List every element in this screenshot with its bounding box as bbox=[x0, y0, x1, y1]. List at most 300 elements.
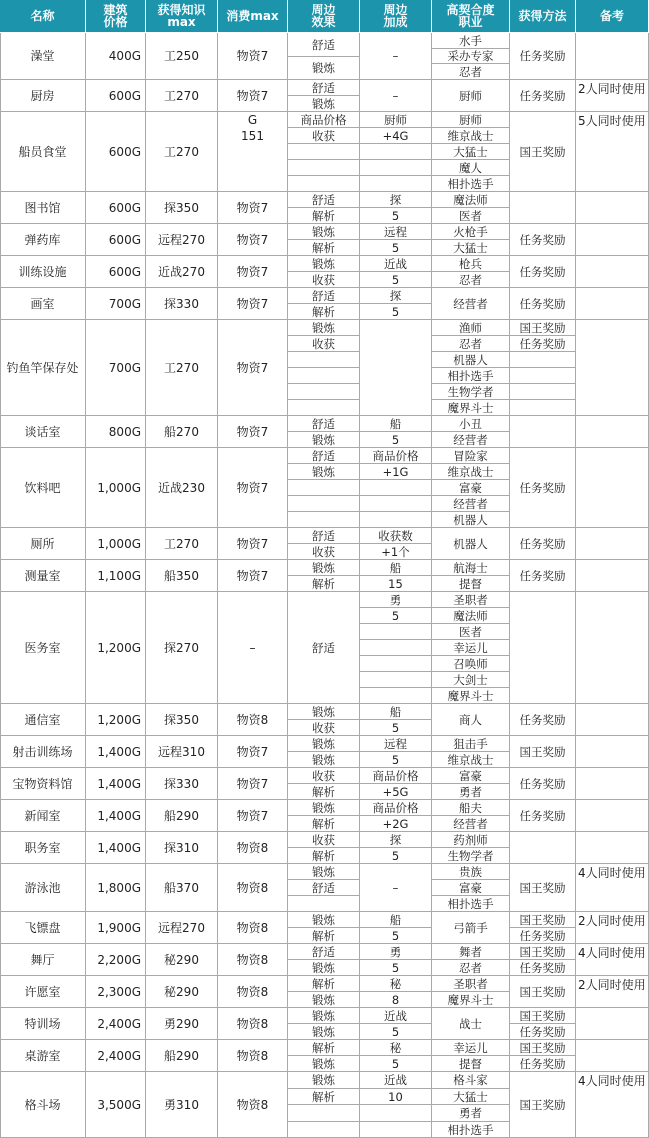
row-note bbox=[576, 560, 649, 592]
row-consume: G 151 bbox=[218, 112, 288, 192]
row-bonus: 近战 bbox=[360, 1072, 432, 1089]
row-job: 渔师 bbox=[432, 320, 510, 336]
row-effect: 解析 bbox=[288, 976, 360, 992]
row-obtain-method: 任务奖励 bbox=[510, 224, 576, 256]
row-job: 圣职者 bbox=[432, 592, 510, 608]
row-job: 狙击手 bbox=[432, 736, 510, 752]
row-bonus: 5 bbox=[360, 848, 432, 864]
row-job: 相扑选手 bbox=[432, 896, 510, 912]
row-job: 魔界斗士 bbox=[432, 992, 510, 1008]
row-effect bbox=[288, 176, 360, 192]
row-bonus: 船 bbox=[360, 912, 432, 928]
row-name: 通信室 bbox=[0, 704, 86, 736]
row-knowledge: 工250 bbox=[146, 33, 218, 80]
row-effect: 收获 bbox=[288, 336, 360, 352]
row-name: 特训场 bbox=[0, 1008, 86, 1040]
row-bonus: 5 bbox=[360, 1024, 432, 1040]
row-bonus: 收获数 bbox=[360, 528, 432, 544]
row-obtain-method bbox=[510, 592, 576, 704]
row-note: 2人同时使用 bbox=[576, 976, 649, 1008]
row-name: 桌游室 bbox=[0, 1040, 86, 1072]
row-job: 生物学者 bbox=[432, 384, 510, 400]
row-obtain-method bbox=[510, 352, 576, 368]
row-obtain-method: 国王奖励 bbox=[510, 944, 576, 960]
row-consume: 物资7 bbox=[218, 736, 288, 768]
row-bonus: – bbox=[360, 80, 432, 112]
row-effect: 解析 bbox=[288, 304, 360, 320]
row-note: 2人同时使用 bbox=[576, 912, 649, 944]
row-obtain-method: 任务奖励 bbox=[510, 960, 576, 976]
row-cost: 600G bbox=[86, 192, 146, 224]
row-knowledge: 远程270 bbox=[146, 912, 218, 944]
row-bonus bbox=[360, 656, 432, 672]
row-bonus: 5 bbox=[360, 240, 432, 256]
row-obtain-method: 任务奖励 bbox=[510, 288, 576, 320]
row-job: 勇者 bbox=[432, 1105, 510, 1122]
row-effect: 锻炼 bbox=[288, 320, 360, 336]
row-name: 谈话室 bbox=[0, 416, 86, 448]
row-job: 航海士 bbox=[432, 560, 510, 576]
row-name: 澡堂 bbox=[0, 33, 86, 80]
row-effect: 锻炼 bbox=[288, 752, 360, 768]
row-effect: 锻炼 bbox=[288, 96, 360, 112]
row-bonus: – bbox=[360, 33, 432, 80]
row-cost: 1,200G bbox=[86, 592, 146, 704]
row-effect: 锻炼 bbox=[288, 256, 360, 272]
row-bonus: 商品价格 bbox=[360, 800, 432, 816]
row-job: 忍者 bbox=[432, 64, 510, 80]
row-effect: 锻炼 bbox=[288, 704, 360, 720]
row-cost: 1,200G bbox=[86, 704, 146, 736]
row-bonus: 厨师 bbox=[360, 112, 432, 128]
row-effect bbox=[288, 160, 360, 176]
table-left-border bbox=[0, 33, 1, 1138]
row-cost: 400G bbox=[86, 33, 146, 80]
row-effect: 锻炼 bbox=[288, 1008, 360, 1024]
row-effect: 锻炼 bbox=[288, 464, 360, 480]
row-job: 维京战士 bbox=[432, 752, 510, 768]
row-effect: 解析 bbox=[288, 784, 360, 800]
row-knowledge: 勇310 bbox=[146, 1072, 218, 1138]
row-consume: 物资8 bbox=[218, 1008, 288, 1040]
header-note: 备考 bbox=[576, 0, 649, 33]
row-cost: 700G bbox=[86, 288, 146, 320]
row-bonus: 探 bbox=[360, 288, 432, 304]
row-job: 格斗家 bbox=[432, 1072, 510, 1089]
row-bonus: 远程 bbox=[360, 224, 432, 240]
row-cost: 1,400G bbox=[86, 736, 146, 768]
row-effect: 锻炼 bbox=[288, 992, 360, 1008]
row-knowledge: 近战270 bbox=[146, 256, 218, 288]
row-note bbox=[576, 192, 649, 224]
row-consume: 物资7 bbox=[218, 528, 288, 560]
row-obtain-method bbox=[510, 192, 576, 224]
row-effect bbox=[288, 512, 360, 528]
row-cost: 1,800G bbox=[86, 864, 146, 912]
row-job: 魔人 bbox=[432, 160, 510, 176]
row-bonus bbox=[360, 176, 432, 192]
row-effect: 锻炼 bbox=[288, 736, 360, 752]
row-note bbox=[576, 33, 649, 80]
row-bonus bbox=[360, 1105, 432, 1122]
row-name: 格斗场 bbox=[0, 1072, 86, 1138]
row-name: 职务室 bbox=[0, 832, 86, 864]
row-obtain-method: 国王奖励 bbox=[510, 112, 576, 192]
row-name: 游泳池 bbox=[0, 864, 86, 912]
row-bonus bbox=[360, 512, 432, 528]
row-consume: 物资7 bbox=[218, 80, 288, 112]
row-bonus: 5 bbox=[360, 752, 432, 768]
row-note bbox=[576, 224, 649, 256]
row-effect: 舒适 bbox=[288, 416, 360, 432]
row-job: 相扑选手 bbox=[432, 368, 510, 384]
row-bonus: 商品价格 bbox=[360, 768, 432, 784]
row-bonus bbox=[360, 688, 432, 704]
header-know: 获得知识 max bbox=[146, 0, 218, 33]
row-consume: 物资8 bbox=[218, 1072, 288, 1138]
row-obtain-method bbox=[510, 384, 576, 400]
row-effect: 解析 bbox=[288, 928, 360, 944]
header-bonus: 周边 加成 bbox=[360, 0, 432, 33]
row-obtain-method: 国王奖励 bbox=[510, 1040, 576, 1056]
row-job: 富豪 bbox=[432, 480, 510, 496]
row-knowledge: 远程310 bbox=[146, 736, 218, 768]
row-obtain-method: 国王奖励 bbox=[510, 976, 576, 1008]
row-note: 4人同时使用 bbox=[576, 1072, 649, 1138]
row-consume: 物资7 bbox=[218, 256, 288, 288]
row-job: 生物学者 bbox=[432, 848, 510, 864]
row-bonus: +5G bbox=[360, 784, 432, 800]
row-obtain-method bbox=[510, 832, 576, 864]
row-cost: 1,400G bbox=[86, 768, 146, 800]
row-effect: 舒适 bbox=[288, 33, 360, 57]
row-effect bbox=[288, 1122, 360, 1138]
row-consume: 物资8 bbox=[218, 1040, 288, 1072]
row-job: 魔界斗士 bbox=[432, 400, 510, 416]
row-obtain-method: 任务奖励 bbox=[510, 768, 576, 800]
row-note bbox=[576, 448, 649, 528]
row-cost: 2,400G bbox=[86, 1040, 146, 1072]
row-knowledge: 船370 bbox=[146, 864, 218, 912]
row-bonus bbox=[360, 672, 432, 688]
row-obtain-method: 任务奖励 bbox=[510, 80, 576, 112]
row-effect: 舒适 bbox=[288, 944, 360, 960]
row-job: 冒险家 bbox=[432, 448, 510, 464]
row-job: 机器人 bbox=[432, 512, 510, 528]
row-cost: 1,400G bbox=[86, 800, 146, 832]
row-effect: 锻炼 bbox=[288, 560, 360, 576]
row-job: 相扑选手 bbox=[432, 1122, 510, 1138]
row-name: 钓鱼竿保存处 bbox=[0, 320, 86, 416]
row-job: 幸运儿 bbox=[432, 1040, 510, 1056]
row-note bbox=[576, 416, 649, 448]
row-knowledge: 工270 bbox=[146, 80, 218, 112]
row-consume: 物资8 bbox=[218, 944, 288, 976]
row-note bbox=[576, 832, 649, 864]
row-effect: 锻炼 bbox=[288, 57, 360, 80]
row-cost: 700G bbox=[86, 320, 146, 416]
row-knowledge: 秘290 bbox=[146, 976, 218, 1008]
row-obtain-method bbox=[510, 416, 576, 448]
row-effect: 收获 bbox=[288, 544, 360, 560]
row-name: 测量室 bbox=[0, 560, 86, 592]
row-name: 训练设施 bbox=[0, 256, 86, 288]
row-effect: 解析 bbox=[288, 240, 360, 256]
row-effect bbox=[288, 1105, 360, 1122]
row-job: 经营者 bbox=[432, 432, 510, 448]
row-effect: 锻炼 bbox=[288, 960, 360, 976]
row-bonus: 5 bbox=[360, 720, 432, 736]
row-knowledge: 探330 bbox=[146, 288, 218, 320]
row-bonus: 近战 bbox=[360, 256, 432, 272]
row-bonus: 船 bbox=[360, 704, 432, 720]
row-knowledge: 工270 bbox=[146, 320, 218, 416]
row-effect bbox=[288, 480, 360, 496]
row-effect: 锻炼 bbox=[288, 1056, 360, 1072]
row-name: 厨房 bbox=[0, 80, 86, 112]
row-name: 宝物资料馆 bbox=[0, 768, 86, 800]
row-obtain-method bbox=[510, 400, 576, 416]
row-job: 魔法师 bbox=[432, 608, 510, 624]
row-effect: 锻炼 bbox=[288, 864, 360, 880]
row-effect: 舒适 bbox=[288, 288, 360, 304]
row-note: 5人同时使用 bbox=[576, 112, 649, 192]
row-job: 维京战士 bbox=[432, 464, 510, 480]
row-cost: 1,000G bbox=[86, 528, 146, 560]
row-bonus: – bbox=[360, 864, 432, 912]
row-bonus bbox=[360, 320, 432, 416]
row-effect: 舒适 bbox=[288, 528, 360, 544]
row-job: 弓箭手 bbox=[432, 912, 510, 944]
row-knowledge: 秘290 bbox=[146, 944, 218, 976]
row-bonus: 秘 bbox=[360, 1040, 432, 1056]
row-knowledge: 探350 bbox=[146, 704, 218, 736]
row-effect bbox=[288, 368, 360, 384]
row-consume: 物资7 bbox=[218, 33, 288, 80]
row-name: 飞镖盘 bbox=[0, 912, 86, 944]
row-knowledge: 船270 bbox=[146, 416, 218, 448]
row-knowledge: 工270 bbox=[146, 528, 218, 560]
row-bonus: 5 bbox=[360, 432, 432, 448]
row-consume: 物资7 bbox=[218, 448, 288, 528]
row-note: 2人同时使用 bbox=[576, 80, 649, 112]
row-note bbox=[576, 592, 649, 704]
row-name: 饮料吧 bbox=[0, 448, 86, 528]
row-bonus: 船 bbox=[360, 416, 432, 432]
row-name: 医务室 bbox=[0, 592, 86, 704]
row-effect: 舒适 bbox=[288, 880, 360, 896]
row-cost: 600G bbox=[86, 224, 146, 256]
row-job: 勇者 bbox=[432, 784, 510, 800]
row-job: 忍者 bbox=[432, 336, 510, 352]
row-obtain-method bbox=[510, 368, 576, 384]
row-cost: 2,200G bbox=[86, 944, 146, 976]
row-name: 舞厅 bbox=[0, 944, 86, 976]
row-bonus bbox=[360, 640, 432, 656]
row-bonus: 5 bbox=[360, 608, 432, 624]
row-note bbox=[576, 768, 649, 800]
row-job: 经营者 bbox=[432, 288, 510, 320]
row-job: 魔法师 bbox=[432, 192, 510, 208]
row-job: 水手 bbox=[432, 33, 510, 49]
row-consume: 物资7 bbox=[218, 416, 288, 448]
row-note: 4人同时使用 bbox=[576, 864, 649, 912]
row-name: 新闻室 bbox=[0, 800, 86, 832]
row-note bbox=[576, 288, 649, 320]
row-bonus bbox=[360, 496, 432, 512]
row-name: 射击训练场 bbox=[0, 736, 86, 768]
row-name: 弹药库 bbox=[0, 224, 86, 256]
row-job: 火枪手 bbox=[432, 224, 510, 240]
row-obtain-method: 任务奖励 bbox=[510, 256, 576, 288]
row-consume: 物资7 bbox=[218, 288, 288, 320]
row-cost: 2,300G bbox=[86, 976, 146, 1008]
row-consume: 物资7 bbox=[218, 320, 288, 416]
row-job: 忍者 bbox=[432, 960, 510, 976]
row-job: 经营者 bbox=[432, 816, 510, 832]
row-bonus bbox=[360, 624, 432, 640]
row-consume: 物资8 bbox=[218, 832, 288, 864]
row-job: 富豪 bbox=[432, 880, 510, 896]
row-job: 医者 bbox=[432, 624, 510, 640]
row-bonus: 15 bbox=[360, 576, 432, 592]
row-note: 4人同时使用 bbox=[576, 944, 649, 976]
row-effect bbox=[288, 384, 360, 400]
row-effect bbox=[288, 352, 360, 368]
row-obtain-method: 任务奖励 bbox=[510, 1024, 576, 1040]
header-name: 名称 bbox=[0, 0, 86, 33]
row-job: 相扑选手 bbox=[432, 176, 510, 192]
row-job: 机器人 bbox=[432, 352, 510, 368]
row-obtain-method: 国王奖励 bbox=[510, 1072, 576, 1138]
row-effect: 解析 bbox=[288, 848, 360, 864]
row-bonus: +4G bbox=[360, 128, 432, 144]
row-job: 机器人 bbox=[432, 528, 510, 560]
row-obtain-method: 任务奖励 bbox=[510, 928, 576, 944]
row-bonus: 探 bbox=[360, 832, 432, 848]
row-cost: 1,100G bbox=[86, 560, 146, 592]
row-job: 召唤师 bbox=[432, 656, 510, 672]
row-consume: 物资7 bbox=[218, 800, 288, 832]
row-obtain-method: 国王奖励 bbox=[510, 736, 576, 768]
row-effect: 商品价格 bbox=[288, 112, 360, 128]
row-knowledge: 船290 bbox=[146, 800, 218, 832]
row-bonus: 5 bbox=[360, 304, 432, 320]
row-obtain-method: 任务奖励 bbox=[510, 448, 576, 528]
row-knowledge: 工270 bbox=[146, 112, 218, 192]
row-bonus: 船 bbox=[360, 560, 432, 576]
row-job: 枪兵 bbox=[432, 256, 510, 272]
row-consume: 物资8 bbox=[218, 704, 288, 736]
row-effect: 解析 bbox=[288, 1040, 360, 1056]
row-bonus: +1个 bbox=[360, 544, 432, 560]
row-job: 药剂师 bbox=[432, 832, 510, 848]
row-effect: 锻炼 bbox=[288, 1072, 360, 1089]
row-cost: 800G bbox=[86, 416, 146, 448]
row-effect: 锻炼 bbox=[288, 912, 360, 928]
row-effect: 舒适 bbox=[288, 448, 360, 464]
row-job: 幸运儿 bbox=[432, 640, 510, 656]
row-job: 厨师 bbox=[432, 112, 510, 128]
row-effect bbox=[288, 896, 360, 912]
row-note bbox=[576, 736, 649, 768]
row-job: 提督 bbox=[432, 1056, 510, 1072]
row-consume: 物资8 bbox=[218, 864, 288, 912]
row-note bbox=[576, 800, 649, 832]
row-consume: 物资7 bbox=[218, 192, 288, 224]
row-job: 圣职者 bbox=[432, 976, 510, 992]
row-job: 大猛士 bbox=[432, 1089, 510, 1105]
row-bonus bbox=[360, 160, 432, 176]
row-obtain-method: 国王奖励 bbox=[510, 1008, 576, 1024]
row-knowledge: 探330 bbox=[146, 768, 218, 800]
row-bonus bbox=[360, 1122, 432, 1138]
row-job: 维京战士 bbox=[432, 128, 510, 144]
row-effect: 解析 bbox=[288, 576, 360, 592]
row-obtain-method: 任务奖励 bbox=[510, 560, 576, 592]
row-job: 小丑 bbox=[432, 416, 510, 432]
row-knowledge: 探310 bbox=[146, 832, 218, 864]
row-knowledge: 勇290 bbox=[146, 1008, 218, 1040]
row-job: 战士 bbox=[432, 1008, 510, 1040]
row-bonus: 勇 bbox=[360, 944, 432, 960]
row-note bbox=[576, 320, 649, 416]
row-consume: 物资8 bbox=[218, 912, 288, 944]
row-job: 舞者 bbox=[432, 944, 510, 960]
row-name: 图书馆 bbox=[0, 192, 86, 224]
row-effect: 锻炼 bbox=[288, 1024, 360, 1040]
row-consume: – bbox=[218, 592, 288, 704]
row-knowledge: 探270 bbox=[146, 592, 218, 704]
row-consume: 物资8 bbox=[218, 976, 288, 1008]
row-obtain-method: 国王奖励 bbox=[510, 912, 576, 928]
row-effect bbox=[288, 400, 360, 416]
row-job: 忍者 bbox=[432, 272, 510, 288]
row-cost: 1,400G bbox=[86, 832, 146, 864]
row-obtain-method: 国王奖励 bbox=[510, 864, 576, 912]
row-bonus: 商品价格 bbox=[360, 448, 432, 464]
row-job: 大猛士 bbox=[432, 240, 510, 256]
row-obtain-method: 任务奖励 bbox=[510, 1056, 576, 1072]
row-cost: 1,900G bbox=[86, 912, 146, 944]
header-obtain: 获得方法 bbox=[510, 0, 576, 33]
row-bonus: +2G bbox=[360, 816, 432, 832]
row-job: 商人 bbox=[432, 704, 510, 736]
row-job: 提督 bbox=[432, 576, 510, 592]
row-bonus: 5 bbox=[360, 960, 432, 976]
row-bonus bbox=[360, 480, 432, 496]
row-effect: 锻炼 bbox=[288, 224, 360, 240]
row-note bbox=[576, 704, 649, 736]
row-job: 富豪 bbox=[432, 768, 510, 784]
header-consume: 消费max bbox=[218, 0, 288, 33]
header-job: 高契合度 职业 bbox=[432, 0, 510, 33]
row-obtain-method: 任务奖励 bbox=[510, 336, 576, 352]
row-bonus: 探 bbox=[360, 192, 432, 208]
row-name: 船员食堂 bbox=[0, 112, 86, 192]
row-effect: 收获 bbox=[288, 768, 360, 784]
row-obtain-method: 任务奖励 bbox=[510, 800, 576, 832]
row-cost: 1,000G bbox=[86, 448, 146, 528]
row-name: 许愿室 bbox=[0, 976, 86, 1008]
row-bonus: 勇 bbox=[360, 592, 432, 608]
header-cost: 建筑 价格 bbox=[86, 0, 146, 33]
row-job: 船夫 bbox=[432, 800, 510, 816]
row-bonus: 5 bbox=[360, 928, 432, 944]
row-note bbox=[576, 1008, 649, 1040]
row-knowledge: 船290 bbox=[146, 1040, 218, 1072]
row-cost: 2,400G bbox=[86, 1008, 146, 1040]
